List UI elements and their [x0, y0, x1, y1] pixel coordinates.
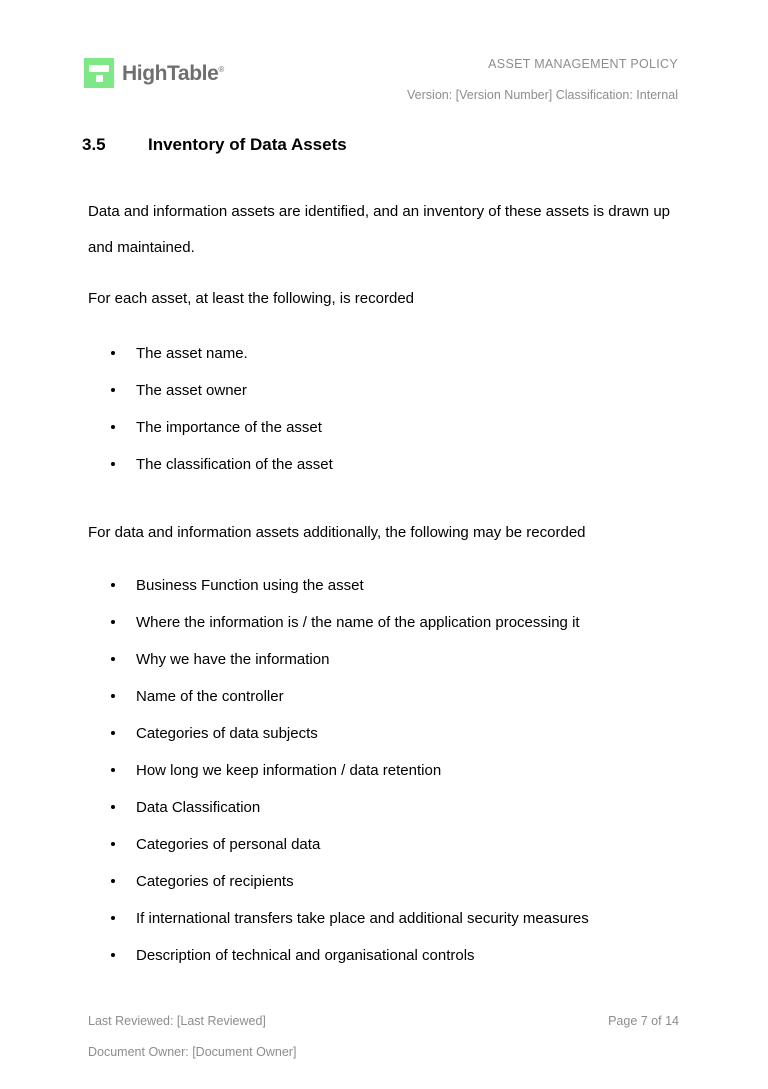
list-item	[0, 678, 768, 715]
bullet-icon	[111, 916, 115, 920]
page-header	[0, 0, 768, 120]
header-meta-block	[407, 58, 678, 101]
list-item-label: The asset owner	[136, 382, 247, 400]
page-footer	[0, 979, 768, 1089]
list-item-label: Data Classification	[136, 799, 261, 817]
list-item	[0, 752, 768, 789]
list-item	[0, 900, 768, 937]
list-item-label: Categories of personal data	[136, 836, 321, 854]
list-item-label: Name of the controller	[136, 688, 284, 706]
document-version-classification: Version: [Version Number] Classification: Internal	[407, 87, 678, 102]
list-item-label: The importance of the asset	[136, 419, 322, 437]
list-item-label: Business Function using the asset	[136, 577, 364, 595]
list-item	[0, 641, 768, 678]
list-item	[0, 863, 768, 900]
document-owner-label: Document Owner: [Document Owner]	[88, 1045, 297, 1059]
bullet-icon	[111, 953, 115, 957]
paragraph-each-asset: For each asset, at least the following, is recorded	[88, 290, 415, 308]
list-item	[0, 789, 768, 826]
list-item-label: If international transfers take place and additional security measures	[136, 910, 589, 928]
list-item-label: How long we keep information / data retention	[136, 762, 442, 780]
section-number: 3.5	[82, 135, 106, 154]
registered-trademark-icon: ®	[218, 64, 224, 74]
bullet-icon	[111, 805, 115, 809]
bullet-icon	[111, 583, 115, 587]
footer-row-secondary	[88, 1046, 679, 1059]
paragraph-data-assets: For data and information assets additionally, the following may be recorded	[88, 524, 586, 542]
bullet-icon	[111, 425, 115, 429]
list-item	[0, 567, 768, 604]
asset-attributes-list	[0, 335, 768, 483]
section-title: Inventory of Data Assets	[148, 135, 347, 154]
list-item	[0, 446, 768, 483]
list-item	[0, 937, 768, 974]
page-number-label: Page 7 of 14	[608, 1014, 679, 1028]
list-item	[0, 335, 768, 372]
footer-row-primary	[88, 1015, 679, 1028]
brand-wordmark	[122, 63, 224, 84]
list-item	[0, 715, 768, 752]
list-item-label: Description of technical and organisational controls	[136, 947, 475, 965]
list-item-label: Categories of recipients	[136, 873, 294, 891]
bullet-icon	[111, 768, 115, 772]
data-asset-attributes-list	[0, 567, 768, 974]
list-item	[0, 372, 768, 409]
list-item-label: Why we have the information	[136, 651, 330, 669]
list-item-label: The asset name.	[136, 345, 248, 363]
bullet-icon	[111, 657, 115, 661]
bullet-icon	[111, 842, 115, 846]
bullet-icon	[111, 879, 115, 883]
brand-logo	[84, 58, 224, 88]
list-item	[0, 409, 768, 446]
paragraph-intro: Data and information assets are identified, and an inventory of these assets is drawn up and maintained.	[88, 203, 671, 257]
list-item-label: Where the information is / the name of the application processing it	[136, 614, 580, 632]
bullet-icon	[111, 351, 115, 355]
document-body	[0, 134, 768, 974]
hightable-logo-icon	[84, 58, 114, 88]
list-item	[0, 826, 768, 863]
bullet-icon	[111, 731, 115, 735]
section-heading	[82, 134, 768, 156]
document-title: ASSET MANAGEMENT POLICY	[488, 57, 678, 71]
list-item-label: The classification of the asset	[136, 456, 333, 474]
bullet-icon	[111, 388, 115, 392]
bullet-icon	[111, 694, 115, 698]
bullet-icon	[111, 620, 115, 624]
brand-wordmark-text: HighTable	[122, 61, 219, 85]
bullet-icon	[111, 462, 115, 466]
list-item	[0, 604, 768, 641]
list-item-label: Categories of data subjects	[136, 725, 318, 743]
last-reviewed-label: Last Reviewed: [Last Reviewed]	[88, 1014, 266, 1028]
